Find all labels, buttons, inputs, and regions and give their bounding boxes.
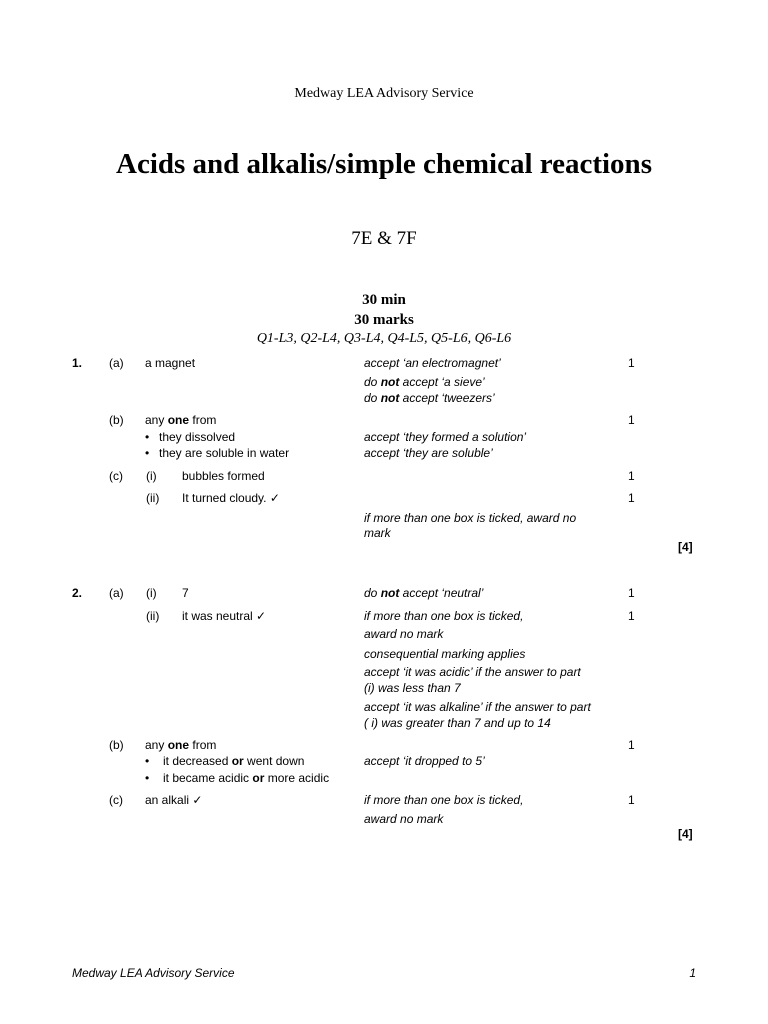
q2-a-i-row — [0, 585, 768, 601]
guidance: award no mark — [364, 627, 444, 641]
guidance: if more than one box is ticked, — [364, 609, 524, 623]
q1-c-i-row — [0, 468, 768, 484]
answer: it was neutral ✓ — [182, 609, 267, 623]
bullet-text: it decreased or went down — [163, 754, 305, 768]
guidance: accept ‘an electromagnet’ — [364, 356, 501, 370]
answer: bubbles formed — [182, 469, 265, 483]
guidance: consequential marking applies — [364, 647, 526, 661]
bullet-text: they dissolved — [159, 430, 236, 444]
guidance: accept ‘they formed a solution’ — [364, 430, 527, 444]
mark: 1 — [628, 738, 635, 752]
mark: 1 — [628, 469, 635, 483]
q2-c-guidance-row — [0, 811, 768, 827]
part-label: (b) — [109, 738, 124, 752]
guidance: if more than one box is ticked, — [364, 793, 524, 807]
q2-a-ii-guidance-row — [0, 646, 768, 662]
question-levels: Q1-L3, Q2-L4, Q3-L4, Q4-L5, Q5-L6, Q6-L6 — [256, 331, 512, 346]
guidance: accept ‘it was alkaline’ if the answer to part — [364, 700, 591, 714]
answer: any one from — [145, 413, 217, 427]
q2-a-ii-guidance-row — [0, 626, 768, 642]
mark: 1 — [628, 413, 635, 427]
q1-c-guidance-row — [0, 525, 768, 541]
mark: 1 — [628, 356, 635, 370]
answer: 7 — [182, 586, 189, 600]
guidance: do not accept ‘a sieve’ — [364, 375, 485, 389]
subpart-label: (ii) — [146, 609, 160, 623]
part-label: (b) — [109, 413, 124, 427]
q2-a-ii-row — [0, 608, 768, 624]
subpart-label: (ii) — [146, 491, 160, 505]
guidance: (i) was less than 7 — [364, 681, 461, 695]
guidance: do not accept ‘neutral’ — [364, 586, 484, 600]
bullet: • — [145, 430, 150, 444]
q2-c-row — [0, 792, 768, 808]
total-marks: 30 marks — [354, 312, 414, 328]
q1-a-row — [0, 355, 768, 371]
q2-b-bullet-row — [0, 770, 768, 786]
question-total: [4] — [678, 827, 693, 841]
q1-b-row — [0, 412, 768, 428]
answer: a magnet — [145, 356, 196, 370]
question-total: [4] — [678, 540, 693, 554]
guidance: do not accept ‘tweezers’ — [364, 391, 495, 405]
page-header: Medway LEA Advisory Service — [294, 86, 474, 101]
answer: an alkali ✓ — [145, 793, 203, 807]
q1-a-guidance-row — [0, 390, 768, 406]
q1-c-guidance-row — [0, 510, 768, 526]
mark: 1 — [628, 609, 635, 623]
q2-b-bullet-row — [0, 753, 768, 769]
guidance: accept ‘it dropped to 5’ — [364, 754, 485, 768]
page-subtitle: 7E & 7F — [351, 228, 417, 249]
q2-a-ii-guidance-row — [0, 699, 768, 715]
part-label: (a) — [109, 586, 124, 600]
page-number: 1 — [689, 966, 696, 980]
guidance: if more than one box is ticked, award no — [364, 511, 577, 525]
mark: 1 — [628, 491, 635, 505]
q1-c-ii-row — [0, 490, 768, 506]
mark: 1 — [628, 793, 635, 807]
page-title: Acids and alkalis/simple chemical reactions — [116, 148, 652, 180]
part-label: (c) — [109, 469, 123, 483]
bullet-text: they are soluble in water — [159, 446, 290, 460]
footer-organization: Medway LEA Advisory Service — [72, 966, 235, 980]
subpart-label: (i) — [146, 469, 157, 483]
bullet: • — [145, 771, 150, 785]
mark: 1 — [628, 586, 635, 600]
test-duration: 30 min — [362, 292, 406, 308]
q1-a-guidance-row — [0, 374, 768, 390]
q2-a-ii-guidance-row — [0, 664, 768, 680]
q1-b-bullet-row — [0, 429, 768, 445]
guidance: mark — [364, 526, 391, 540]
answer: It turned cloudy. ✓ — [182, 491, 280, 505]
question-number: 1. — [72, 356, 83, 370]
subpart-label: (i) — [146, 586, 157, 600]
bullet: • — [145, 754, 150, 768]
guidance: accept ‘it was acidic’ if the answer to part — [364, 665, 581, 679]
part-label: (a) — [109, 356, 124, 370]
q2-a-ii-guidance-row — [0, 715, 768, 731]
question-number: 2. — [72, 586, 83, 600]
answer: any one from — [145, 738, 217, 752]
guidance: award no mark — [364, 812, 444, 826]
bullet-text: it became acidic or more acidic — [163, 771, 330, 785]
guidance: accept ‘they are soluble’ — [364, 446, 493, 460]
part-label: (c) — [109, 793, 123, 807]
q1-b-bullet-row — [0, 445, 768, 461]
q2-b-row — [0, 737, 768, 753]
q2-a-ii-guidance-row — [0, 680, 768, 696]
bullet: • — [145, 446, 150, 460]
guidance: ( i) was greater than 7 and up to 14 — [364, 716, 551, 730]
